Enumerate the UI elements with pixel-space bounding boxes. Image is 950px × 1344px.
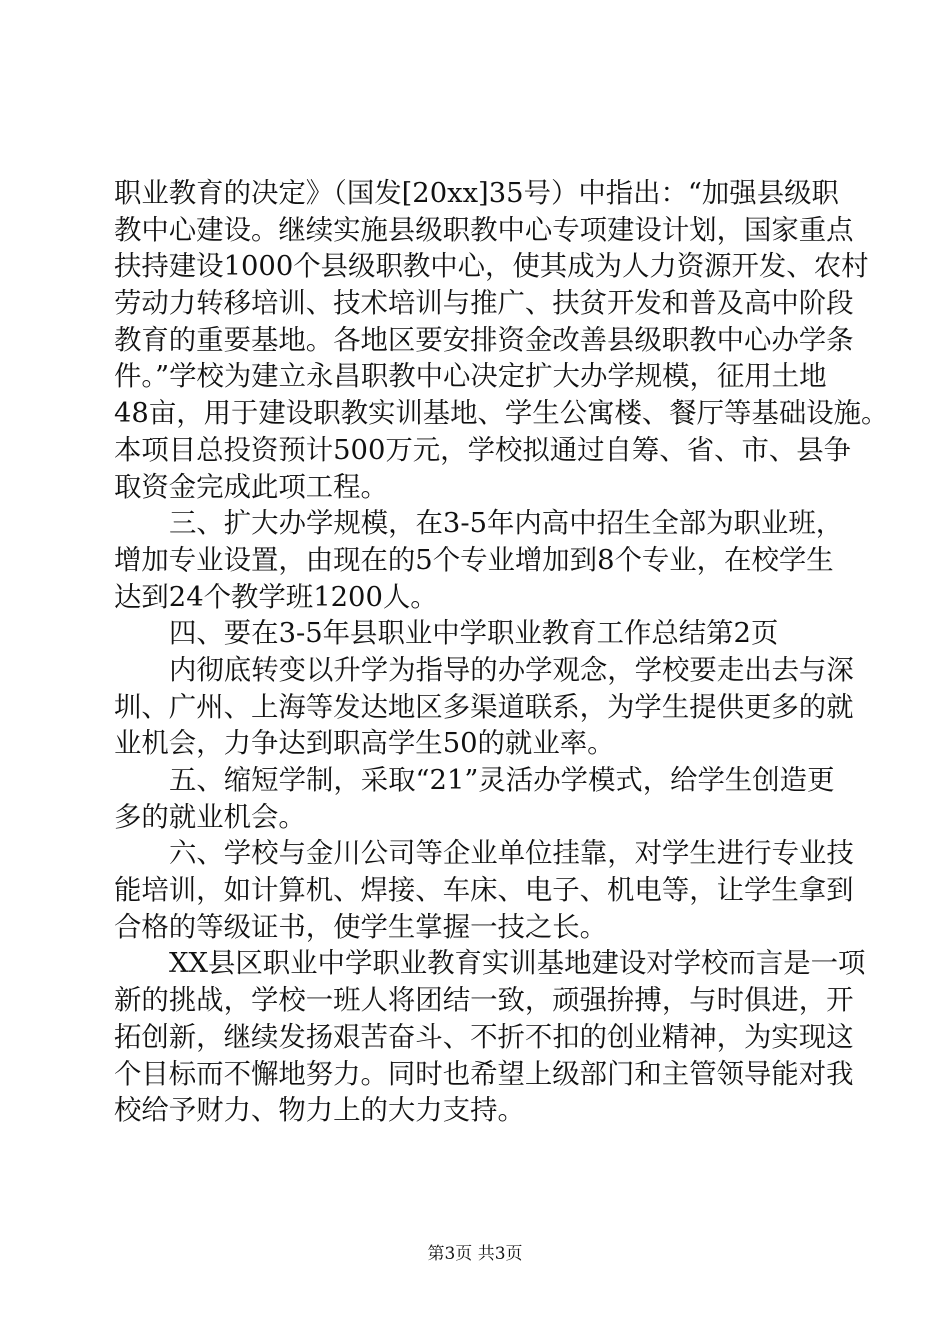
text-line: 教中心建设。继续实施县级职教中心专项建设计划，国家重点 bbox=[114, 214, 854, 246]
text-line: 多的就业机会。 bbox=[114, 801, 306, 833]
paragraph-start-line: 内彻底转变以升学为指导的办学观念，学校要走出去与深 bbox=[169, 654, 854, 686]
document-body bbox=[114, 176, 889, 1130]
text-line: 能培训，如计算机、焊接、车床、电子、机电等，让学生拿到 bbox=[114, 875, 854, 907]
text-line: 新的挑战，学校一班人将团结一致，顽强拚搏，与时俱进，开 bbox=[114, 985, 854, 1017]
paragraph-start-line: 四、要在3-5年县职业中学职业教育工作总结第2页 bbox=[169, 618, 779, 650]
paragraph-start-line: 三、扩大办学规模，在3-5年内高中招生全部为职业班， bbox=[169, 508, 844, 540]
text-line: 职业教育的决定》（国发[20xx]35号）中指出：“加强县级职 bbox=[114, 178, 839, 209]
text-line: 取资金完成此项工程。 bbox=[114, 471, 388, 503]
text-line: 48亩，用于建设职教实训基地、学生公寓楼、餐厅等基础设施。 bbox=[114, 398, 889, 430]
text-line: 达到24个教学班1200人。 bbox=[114, 581, 438, 613]
text-line: 劳动力转移培训、技术培训与推广、扶贫开发和普及高中阶段 bbox=[114, 288, 854, 320]
text-line: 扶持建设1000个县级职教中心，使其成为人力资源开发、农村 bbox=[114, 251, 869, 283]
text-line: 拓创新，继续发扬艰苦奋斗、不折不扣的创业精神，为实现这 bbox=[114, 1021, 854, 1053]
page-footer: 第3页 共3页 bbox=[427, 1244, 523, 1264]
text-line: 合格的等级证书，使学生掌握一技之长。 bbox=[114, 911, 608, 943]
text-line: 业机会，力争达到职高学生50的就业率。 bbox=[114, 728, 615, 760]
text-line: 本项目总投资预计500万元，学校拟通过自筹、省、市、县争 bbox=[114, 434, 852, 466]
text-line: 件。”学校为建立永昌职教中心决定扩大办学规模，征用土地 bbox=[114, 361, 827, 393]
text-line: 校给予财力、物力上的大力支持。 bbox=[114, 1095, 525, 1127]
text-line: 圳、广州、上海等发达地区多渠道联系，为学生提供更多的就 bbox=[114, 691, 854, 723]
paragraph-start-line: XX县区职业中学职业教育实训基地建设对学校而言是一项 bbox=[169, 948, 866, 980]
paragraph-start-line: 五、缩短学制，采取“21”灵活办学模式，给学生创造更 bbox=[169, 765, 835, 796]
text-line: 教育的重要基地。各地区要安排资金改善县级职教中心办学条 bbox=[114, 324, 854, 356]
text-line: 增加专业设置，由现在的5个专业增加到8个专业，在校学生 bbox=[114, 544, 834, 576]
text-line: 个目标而不懈地努力。同时也希望上级部门和主管领导能对我 bbox=[114, 1058, 854, 1090]
paragraph-start-line: 六、学校与金川公司等企业单位挂靠，对学生进行专业技 bbox=[169, 838, 854, 870]
